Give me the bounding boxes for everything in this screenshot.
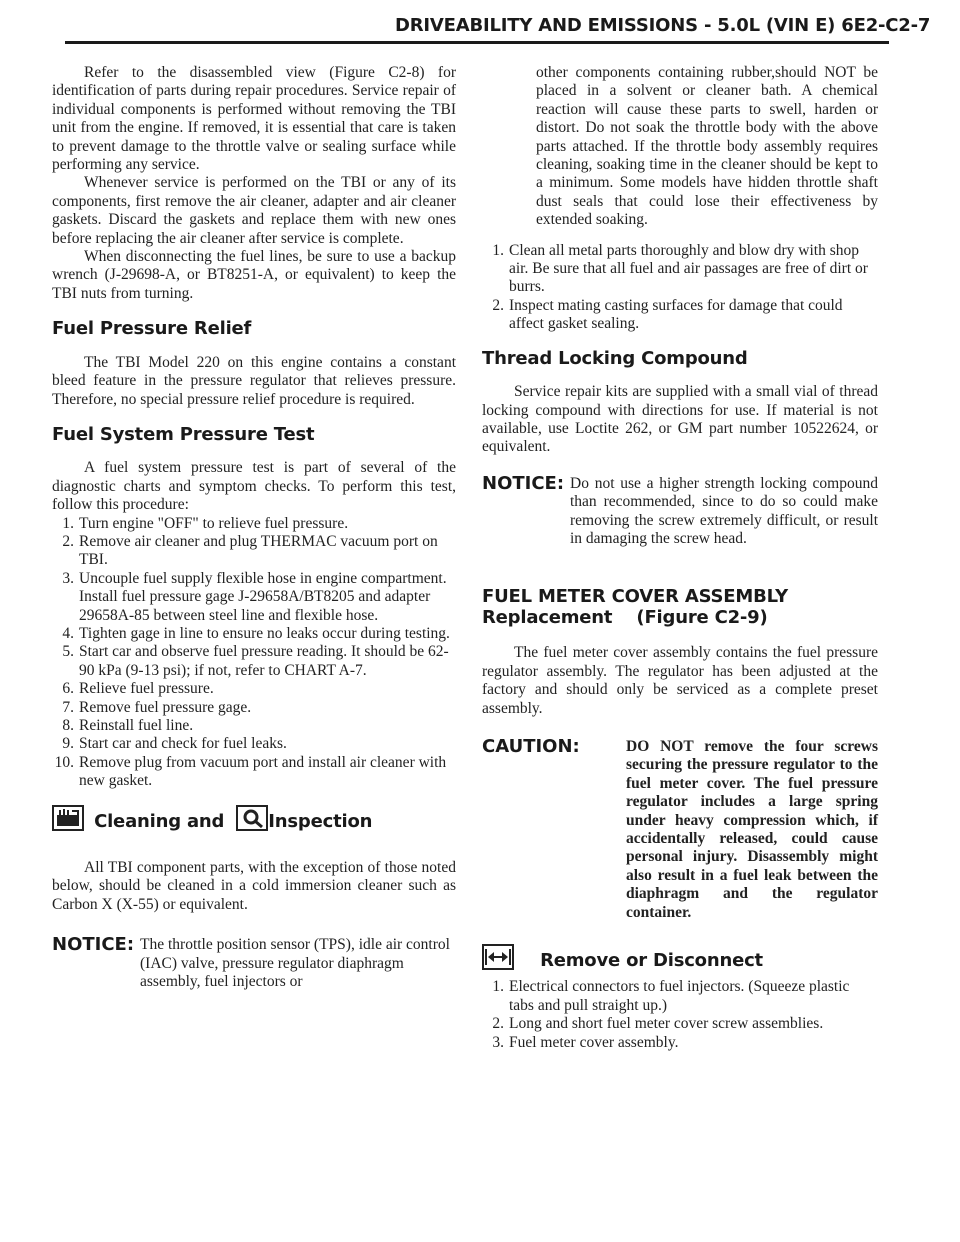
fuel-pressure-relief-heading: Fuel Pressure Relief: [52, 318, 252, 340]
list-item: 4. Tighten gage in line to ensure no leaks occur during testing.: [62, 624, 450, 642]
cleaning-inspection-heading: Cleaning and Inspection: [52, 805, 456, 831]
fuel-meter-cover-paragraph: The fuel meter cover assembly contains the fuel pressure regulator assembly. The regulator has been adjusted at the factory and should only be serviced as a complete preset assembly.: [482, 644, 878, 717]
list-item: 2. Long and short fuel meter cover screw assemblies.: [492, 1015, 824, 1033]
list-item: 1. Electrical connectors to fuel injectors. (Squeeze plastic tabs and pull straight up.): [492, 978, 850, 1014]
list-item: 3. Fuel meter cover assembly.: [492, 1033, 679, 1051]
page-header: DRIVEABILITY AND EMISSIONS - 5.0L (VIN E) 6E2-C2-7: [395, 15, 931, 36]
list-item: 2. Remove air cleaner and plug THERMAC vacuum port on TBI.: [62, 532, 438, 569]
fuel-meter-cover-heading: FUEL METER COVER ASSEMBLY Replacement (Figure C2-9): [482, 586, 788, 629]
notice-continuation: other components containing rubber,should NOT be placed in a solvent or cleaner bath. A chemical reaction will cause these parts to swell, harden or distort. Do not soak the throttle body with the above parts attached. If the throttle body assembly requires cleaning, soaking time in the cleaner should be kept to a minimum. Some models have hidden throttle shaft dust seals that could lose their effectiveness by extended soaking.: [536, 64, 878, 229]
relief-paragraph: The TBI Model 220 on this engine contains a constant bleed feature in the pressure regulator that relieves pressure. Therefore, no special pressure relief procedure is required.: [52, 353, 456, 408]
right-column: [482, 64, 878, 1052]
list-item: 2. Inspect mating casting surfaces for damage that could affect gasket sealing.: [492, 296, 843, 333]
thread-locking-paragraph: Service repair kits are supplied with a small vial of thread locking compound with directions for use. If material is not available, use Loctite 262, or GM part number 10522624, or equivalent.: [482, 383, 878, 456]
caution-text: DO NOT remove the four screws securing the pressure regulator to the fuel meter cover. The fuel pressure regulator includes a large spring under heavy compression which, if accidentally released, could cause personal injury. Disassembly might also result in a fuel leak between the diaphragm and the regulator container.: [626, 737, 878, 921]
pressure-test-intro: A fuel system pressure test is part of several of the diagnostic charts and symptom checks. To perform this test, follow this procedure:: [52, 459, 456, 514]
caution-block: [482, 735, 878, 922]
notice-label: NOTICE:: [52, 934, 135, 956]
pressure-test-steps: [52, 515, 456, 791]
notice-label: NOTICE:: [482, 472, 565, 494]
list-item: 5. Start car and observe fuel pressure reading. It should be 62-90 kPa (9-13 psi); if not, refer to CHART A-7.: [62, 643, 449, 679]
notice-block: [52, 936, 456, 991]
list-item: 1. Clean all metal parts thoroughly and blow dry with shop air. Be sure that all fuel and air passages are free of dirt or burrs.: [492, 241, 868, 296]
cleaning-paragraph: All TBI component parts, with the exception of those noted below, should be cleaned in a cold immersion cleaner such as Carbon X (X-55) or equivalent.: [52, 859, 456, 913]
notice-text: The throttle position sensor (TPS), idle air control (IAC) valve, pressure regulator diaphragm assembly, fuel injectors or: [140, 936, 450, 991]
intro-paragraph: Whenever service is performed on the TBI or any of its components, first remove the air cleaner, adapter and air cleaner gaskets. Discard the gaskets and replace them with new ones before replacing the air cleaner after service is complete.: [52, 174, 456, 247]
list-item: 3. Uncouple fuel supply flexible hose in engine compartment. Install fuel pressure gage J-29658A/BT8205 and adapter 29658A-85 between steel line and flexible hose.: [62, 569, 447, 624]
list-item: 1. Turn engine "OFF" to relieve fuel pressure.: [62, 514, 349, 532]
cleaning-tank-icon: [52, 805, 84, 831]
intro-paragraph: When disconnecting the fuel lines, be sure to use a backup wrench (J-29698-A, or BT8251-A, or equivalent) to keep the TBI nuts from turning.: [52, 248, 456, 302]
magnifier-icon: [236, 805, 268, 831]
list-item: 9. Start car and check for fuel leaks.: [62, 735, 287, 753]
list-item: 8. Reinstall fuel line.: [62, 717, 194, 734]
list-item: 10. Remove plug from vacuum port and install air cleaner with new gasket.: [54, 753, 447, 790]
cleaning-steps: [482, 242, 878, 334]
list-item: 6. Relieve fuel pressure.: [62, 680, 214, 698]
list-item: 7. Remove fuel pressure gage.: [62, 698, 252, 716]
thread-locking-heading: Thread Locking Compound: [482, 347, 748, 369]
notice-text: Do not use a higher strength locking compound than recommended, since to do so could make removing the screw extremely difficult, or result in damaging the screw head.: [570, 474, 878, 547]
pressure-test-heading: Fuel System Pressure Test: [52, 423, 315, 445]
left-column: [52, 64, 456, 991]
remove-steps: [482, 978, 878, 1052]
header-rule: [65, 41, 889, 44]
caution-label: CAUTION:: [482, 735, 580, 757]
intro-paragraph: Refer to the disassembled view (Figure C2-8) for identification of parts during repair procedures. Service repair of individual components is performed without removing the TBI unit from the engine. If removed, it is essential that care is taken to prevent damage to the throttle valve or sealing surface while performing any service.: [52, 64, 456, 174]
remove-disconnect-heading: Remove or Disconnect: [482, 944, 878, 970]
notice-block: [482, 472, 878, 549]
remove-disconnect-icon: [482, 944, 514, 970]
